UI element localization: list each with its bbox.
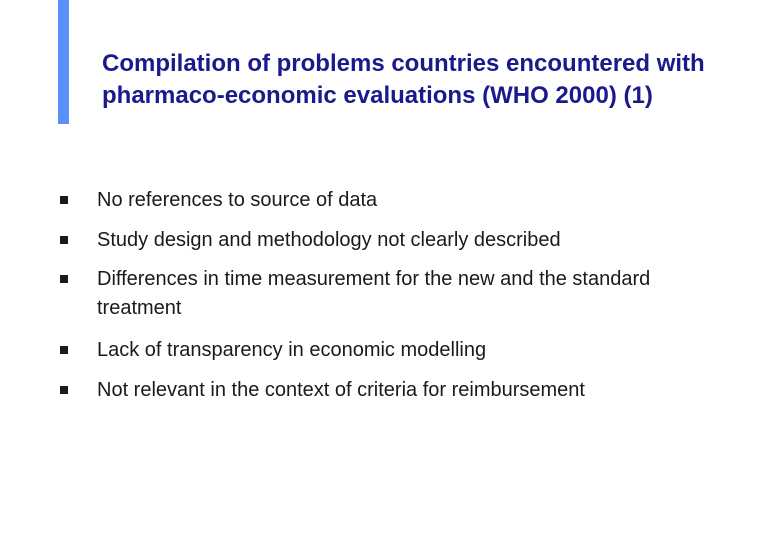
square-bullet-icon [60,275,68,283]
square-bullet-icon [60,386,68,394]
slide-title: Compilation of problems countries encountered with pharmaco-economic evaluations (WHO 2000) (1) [102,50,705,109]
bullet-text: Study design and methodology not clearly described [97,229,561,251]
square-bullet-icon [60,346,68,354]
bullet-text: Lack of transparency in economic modelling [97,339,487,361]
square-bullet-icon [60,236,68,244]
square-bullet-icon [60,196,68,204]
bullet-text: No references to source of data [97,189,378,211]
bullet-text: Not relevant in the context of criteria for reimbursement [97,379,585,401]
title-accent-bar [58,0,69,124]
bullet-text: Differences in time measurement for the new and the standard treatment [97,268,651,319]
